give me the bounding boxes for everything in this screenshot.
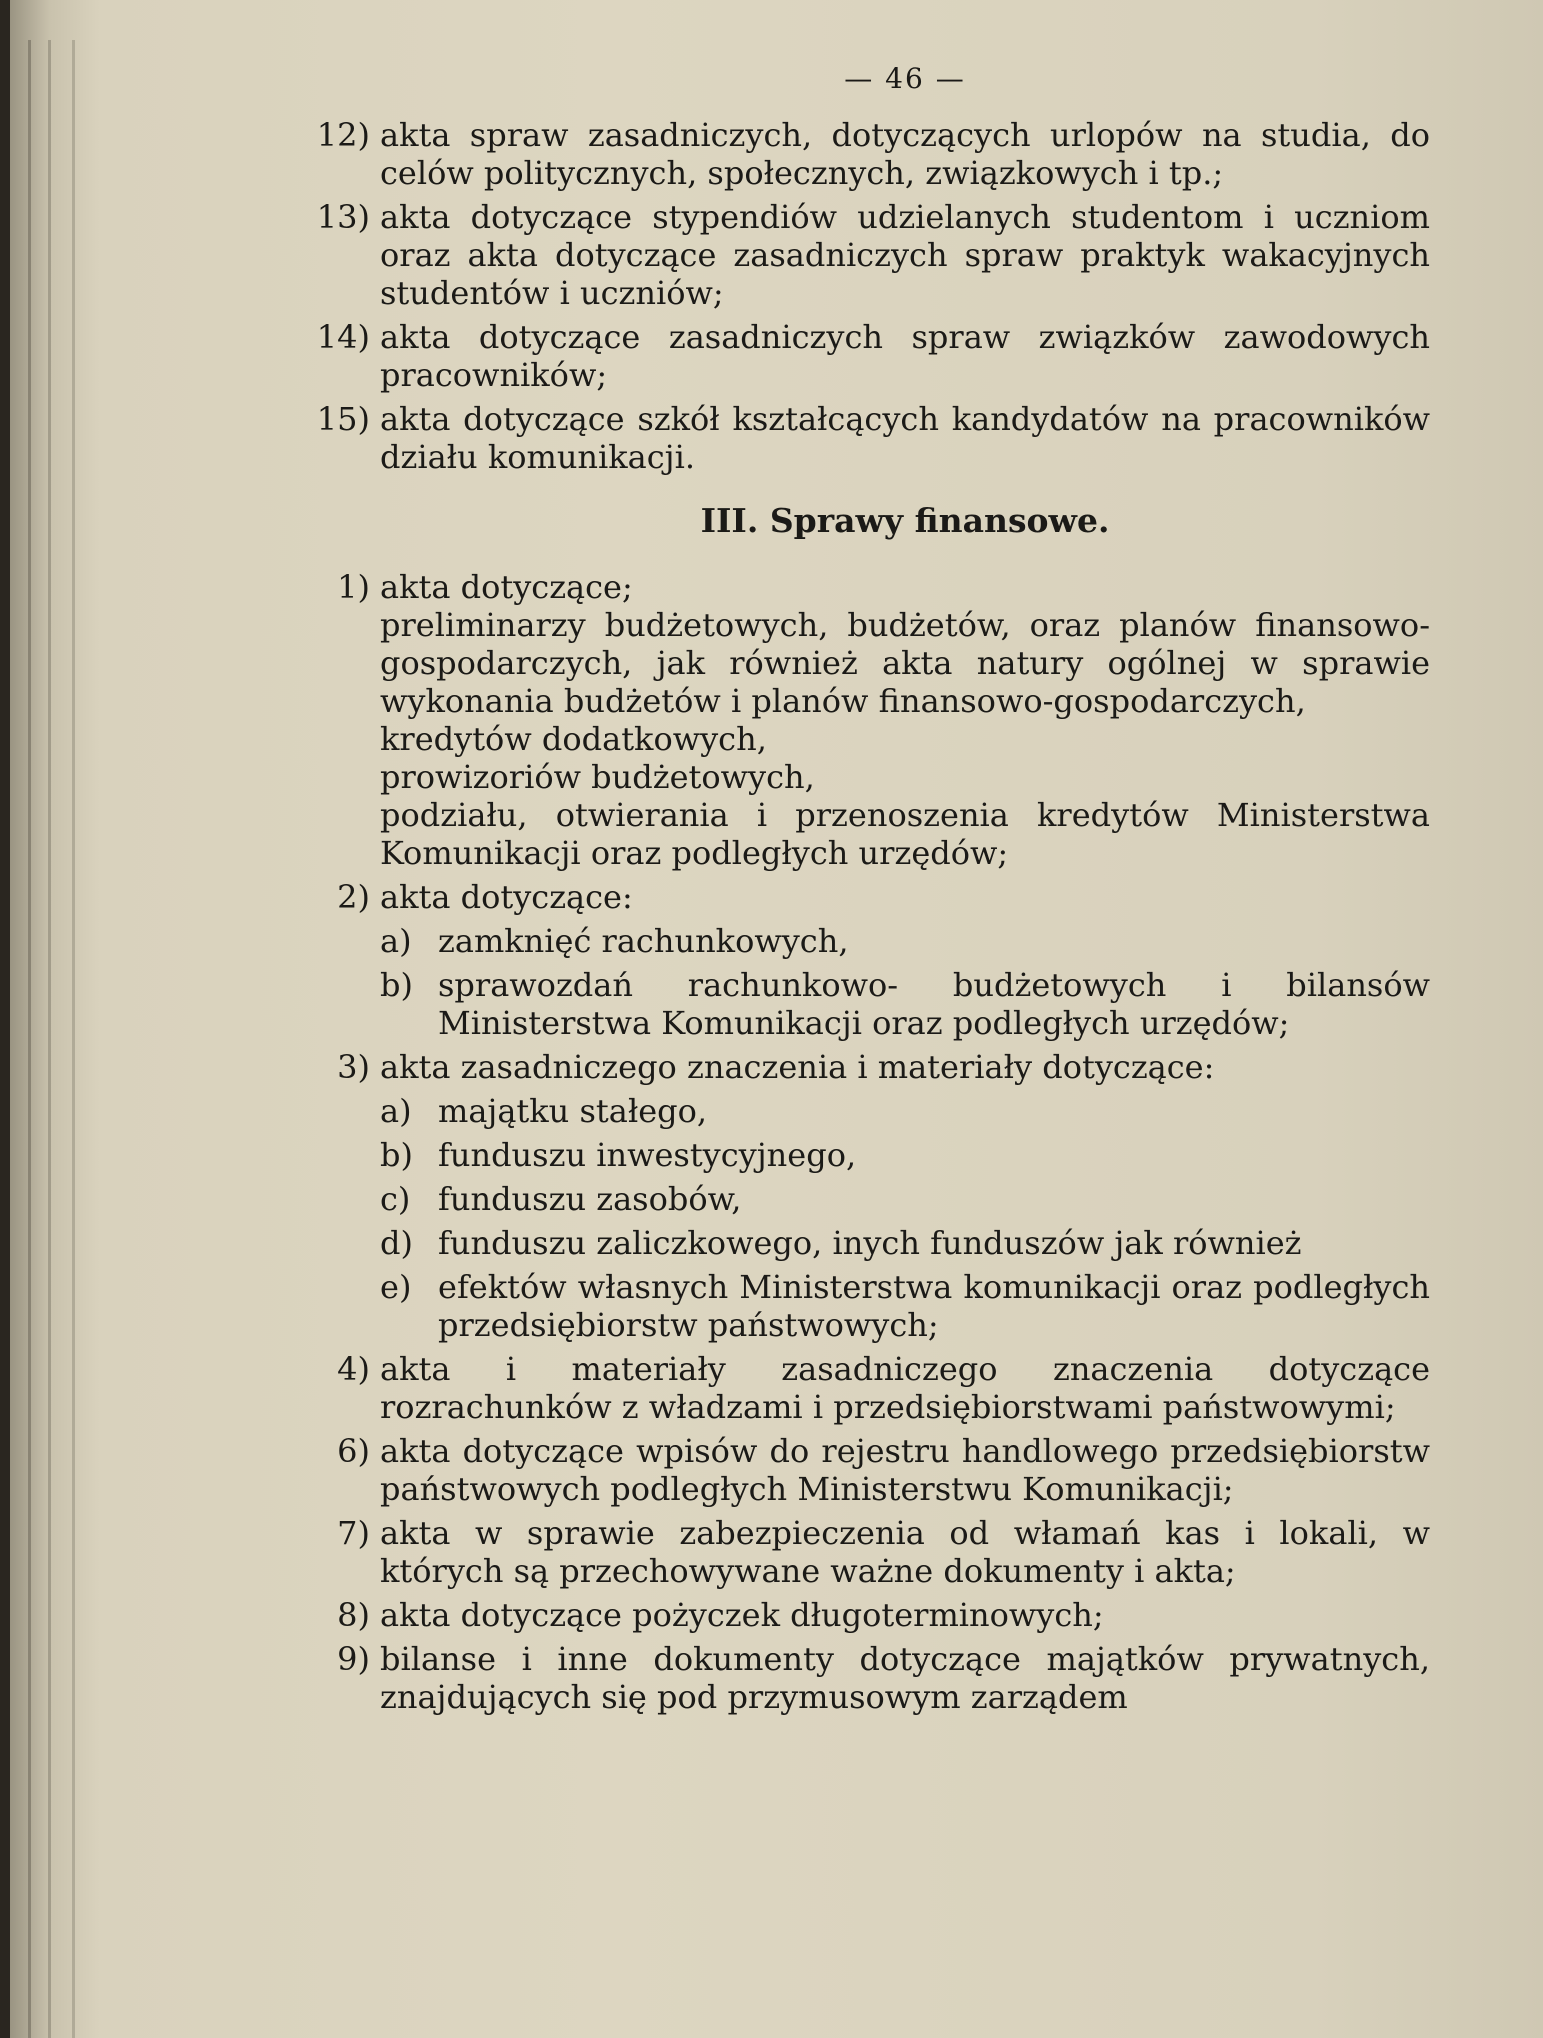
item-text: akta w sprawie zabezpieczenia od włamań kas i lokali, w których są przechowywane ważne dokumenty i akta; xyxy=(380,1514,1430,1590)
sub-item-text: funduszu inwestycyjnego, xyxy=(438,1136,857,1174)
list-item xyxy=(337,1596,1430,1634)
sub-item xyxy=(380,966,1430,1042)
sub-item-text: funduszu zaliczkowego, inych funduszów jak również xyxy=(438,1224,1302,1262)
item-number: 14) xyxy=(316,318,370,356)
sub-item-letter: b) xyxy=(380,1136,413,1174)
item-number: 9) xyxy=(337,1640,370,1678)
item-number: 1) xyxy=(337,568,370,606)
list-item xyxy=(316,198,1430,312)
sub-item xyxy=(380,922,1430,960)
item-text: akta dotyczące stypendiów udzielanych studentom i uczniom oraz akta dotyczące zasadniczych spraw praktyk wakacyjnych studentów i uczniów; xyxy=(380,198,1430,312)
list-item xyxy=(337,1514,1430,1590)
sub-item-letter: a) xyxy=(380,922,412,960)
item-text: akta dotyczące zasadniczych spraw związków zawodowych pracowników; xyxy=(380,318,1430,394)
item-line: akta dotyczące; xyxy=(380,568,633,606)
page-number: — 46 — xyxy=(844,62,966,95)
list-item xyxy=(316,116,1430,192)
item-number: 8) xyxy=(337,1596,370,1634)
list-item xyxy=(337,1048,1430,1086)
list-item xyxy=(337,1640,1430,1716)
item-text: akta dotyczące: xyxy=(380,878,633,916)
page-edge xyxy=(72,40,75,2038)
item-text: akta spraw zasadniczych, dotyczących urlopów na studia, do celów politycznych, społecznych, związkowych i tp.; xyxy=(380,116,1430,192)
item-number: 4) xyxy=(337,1350,370,1388)
list-item xyxy=(337,878,1430,916)
item-line: prowizoriów budżetowych, xyxy=(380,758,815,796)
page-content xyxy=(316,60,1430,1722)
sub-item xyxy=(380,1180,1430,1218)
item-text: bilanse i inne dokumenty dotyczące majątków prywatnych, znajdujących się pod przymusowym zarządem xyxy=(380,1640,1430,1716)
list-item xyxy=(316,318,1430,394)
item-line: kredytów dodatkowych, xyxy=(380,720,767,758)
sub-item-text: zamknięć rachunkowych, xyxy=(438,922,849,960)
sub-item xyxy=(380,1136,1430,1174)
item-number: 7) xyxy=(337,1514,370,1552)
list-item xyxy=(316,400,1430,476)
item-number: 6) xyxy=(337,1432,370,1470)
item-number: 3) xyxy=(337,1048,370,1086)
item-text xyxy=(380,568,1430,872)
sub-item-letter: b) xyxy=(380,966,413,1004)
sub-item-text: funduszu zasobów, xyxy=(438,1180,742,1218)
sub-item-text: efektów własnych Ministerstwa komunikacji oraz podległych przedsiębiorstw państwowych; xyxy=(438,1268,1430,1344)
item-number: 2) xyxy=(337,878,370,916)
item-text: akta i materiały zasadniczego znaczenia dotyczące rozrachunków z władzami i przedsiębiorstwami państwowymi; xyxy=(380,1350,1430,1426)
item-line: podziału, otwierania i przenoszenia kredytów Ministerstwa Komunikacji oraz podległych urzędów; xyxy=(380,796,1430,872)
sub-item xyxy=(380,1268,1430,1344)
list-item xyxy=(337,568,1430,872)
sub-item xyxy=(380,1224,1430,1262)
page-edge xyxy=(28,40,31,2038)
sub-item-letter: e) xyxy=(380,1268,412,1306)
sub-item-text: sprawozdań rachunkowo- budżetowych i bilansów Ministerstwa Komunikacji oraz podległych urzędów; xyxy=(438,966,1430,1042)
sub-item-letter: d) xyxy=(380,1224,413,1262)
scanned-page xyxy=(10,0,1543,2038)
sub-item-text: majątku stałego, xyxy=(438,1092,708,1130)
list-item xyxy=(337,1432,1430,1508)
item-number: 12) xyxy=(316,116,370,154)
sub-item-letter: a) xyxy=(380,1092,412,1130)
item-text: akta dotyczące pożyczek długoterminowych; xyxy=(380,1596,1104,1634)
sub-item-letter: c) xyxy=(380,1180,411,1218)
item-number: 13) xyxy=(316,198,370,236)
section-heading: III. Sprawy finansowe. xyxy=(700,501,1110,540)
item-text: akta zasadniczego znaczenia i materiały dotyczące: xyxy=(380,1048,1215,1086)
list-item xyxy=(337,1350,1430,1426)
sub-item xyxy=(380,1092,1430,1130)
item-text: akta dotyczące wpisów do rejestru handlowego przedsiębiorstw państwowych podległych Ministerstwu Komunikacji; xyxy=(380,1432,1430,1508)
item-number: 15) xyxy=(316,400,370,438)
page-edge xyxy=(48,40,51,2038)
item-text: akta dotyczące szkół kształcących kandydatów na pracowników działu komunikacji. xyxy=(380,400,1430,476)
item-line: preliminarzy budżetowych, budżetów, oraz planów finansowo-gospodarczych, jak również akta natury ogólnej w sprawie wykonania budżetów i planów finansowo-gospodarczych, xyxy=(380,606,1430,720)
